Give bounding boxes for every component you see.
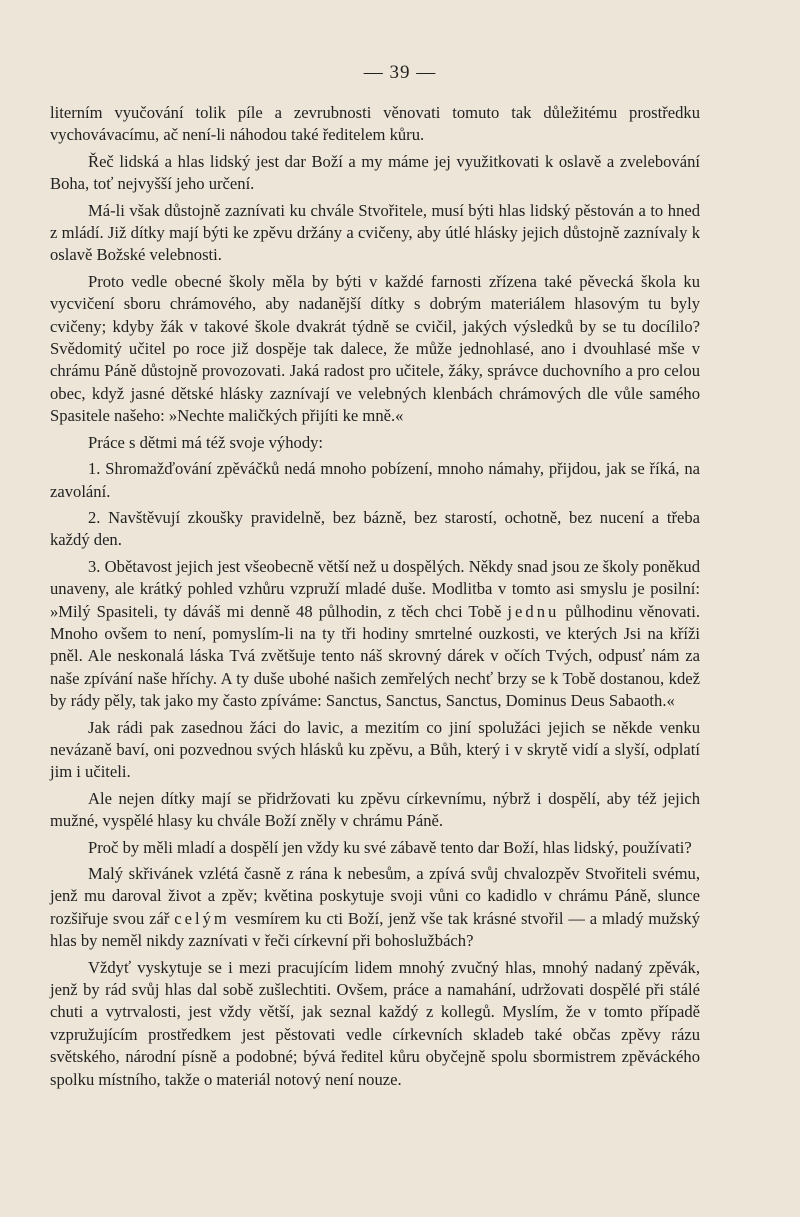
paragraph: Ale nejen dítky mají se přidržovati ku zpěvu církevnímu, nýbrž i dospělí, aby též jejich mužné, vyspělé hlasy ku chvále Boží zněly v chrámu Páně. — [50, 788, 700, 831]
body-text — [50, 102, 700, 1091]
paragraph: Řeč lidská a hlas lidský jest dar Boží a my máme jej využitkovati k oslavě a zvelebování Boha, toť nejvyšší jeho určení. — [50, 151, 700, 194]
list-item: 2. Navštěvují zkoušky pravidelně, bez bázně, bez starostí, ochotně, bez nucení a třeba každý den. — [50, 507, 700, 550]
page-number: — 39 — — [363, 62, 437, 83]
paragraph — [50, 863, 700, 953]
emphasized-word: jednu — [507, 601, 560, 621]
list-item: 1. Shromažďování zpěváčků nedá mnoho pobízení, mnoho námahy, přijdou, jak se říká, na zavolání. — [50, 459, 700, 501]
text-run: 3. Obětavost jejich jest všeobecně větší než u dospělých. Někdy snad jsou ze školy poněkud unaveny, ale krátký pohled vzhůru vzpruží mladé duše. Modlitba v tomto asi smyslu je posilní: »Milý Spasiteli, ty dáváš mi denně 48 půlhodin, z těch chci Tobě — [50, 556, 700, 621]
text-run: vesmírem ku cti Boží, jenž vše tak krásné stvořil — a mladý mužský hlas by neměl nikdy zaznívati v řeči církevní při bohoslužbách? — [50, 908, 700, 951]
text-run: půlhodinu věnovati. Mnoho ovšem to není, pomyslím-li na ty tři hodiny smrtelné ouzkosti, ve kterých Jsi na kříži pněl. Ale neskonalá láska Tvá zvětšuje tento náš skrovný dárek v očích Tvých, odpusť nám za naše zpívání naše hříchy. A ty duše ubohé našich zemřelých nechť brzy se k Tobě dostanou, kdež by rády pěly, tak jako my často zpíváme: Sanctus, Sanctus, Sanctus, Dominus Deus Sabaoth.« — [50, 601, 701, 711]
paragraph: Proto vedle obecné školy měla by býti v každé farnosti zřízena také pěvecká škola ku vycvičení sboru chrámového, aby nadanější dítky s dobrým materiálem hlasovým tu byly cvičeny; kdyby žák v takové škole dvakrát týdně se cvičil, jakých výsledků by se tu docílilo? Svědomitý učitel po roce již dospěje tak dalece, že může jednohlasé, ano i dvouhlasé mše v chrámu Páně důstojně provozovati. Jaká radost pro učitele, žáky, správce duchovního a pro celou obec, když jasné dětské hlásky zaznívají ve velebných klenbách chrámových dle vůle samého Spasitele našeho: »Nechte maličkých přijíti ke mně.« — [50, 271, 700, 426]
text-run: Malý skřivánek vzlétá časně z rána k nebesům, a zpívá svůj chvalozpěv Stvořiteli svému, jenž mu daroval život a zpěv; květina poskytuje svoji vůni co kadidlo v chrámu Páně, slunce rozšiřuje svou zář — [50, 864, 700, 928]
paragraph: Vždyť vyskytuje se i mezi pracujícím lidem mnohý zvučný hlas, mnohý nadaný zpěvák, jenž by rád svůj hlas dal sobě zušlechtiti. Ovšem, práce a namahání, udržovati dospělé při stálé chuti a vytrvalosti, jest vždy větší, jak seznal každý z kollegů. Myslím, že v tomto případě vzpružujícím prostředkem jest pěstovati vedle církevních skladeb také občas zpěvy rázu světského, národní písně a podobné; bývá ředitel kůru obyčejně spolu sbormistrem zpěváckého spolku místního, takže o materiál notový není nouze. — [50, 957, 700, 1089]
list-item — [50, 556, 700, 713]
paragraph: Jak rádi pak zasednou žáci do lavic, a mezitím co jiní spolužáci jejich se někde venku nevázaně baví, oni pozvednou svých hlásků ku zpěvu, a Bůh, který i v skrytě vidí a slyší, odplatí jim i učiteli. — [50, 717, 700, 782]
paragraph: Proč by měli mladí a dospělí jen vždy ku své zábavě tento dar Boží, hlas lidský, používati? — [88, 837, 692, 857]
emphasized-word: celým — [174, 908, 230, 928]
paragraph: Práce s dětmi má též svoje výhody: — [88, 432, 324, 452]
paragraph: Má-li však důstojně zaznívati ku chvále Stvořitele, musí býti hlas lidský pěstován a to hned z mládí. Již dítky mají býti ke zpěvu držány a cvičeny, aby útlé hlásky jejich důstojně zaznívaly k oslavě Božské velebnosti. — [50, 200, 700, 265]
paragraph: literním vyučování tolik píle a zevrubnosti věnovati tomuto tak důležitému prostředku vychovávacímu, ač není-li náhodou také ředitelem kůru. — [50, 103, 700, 145]
